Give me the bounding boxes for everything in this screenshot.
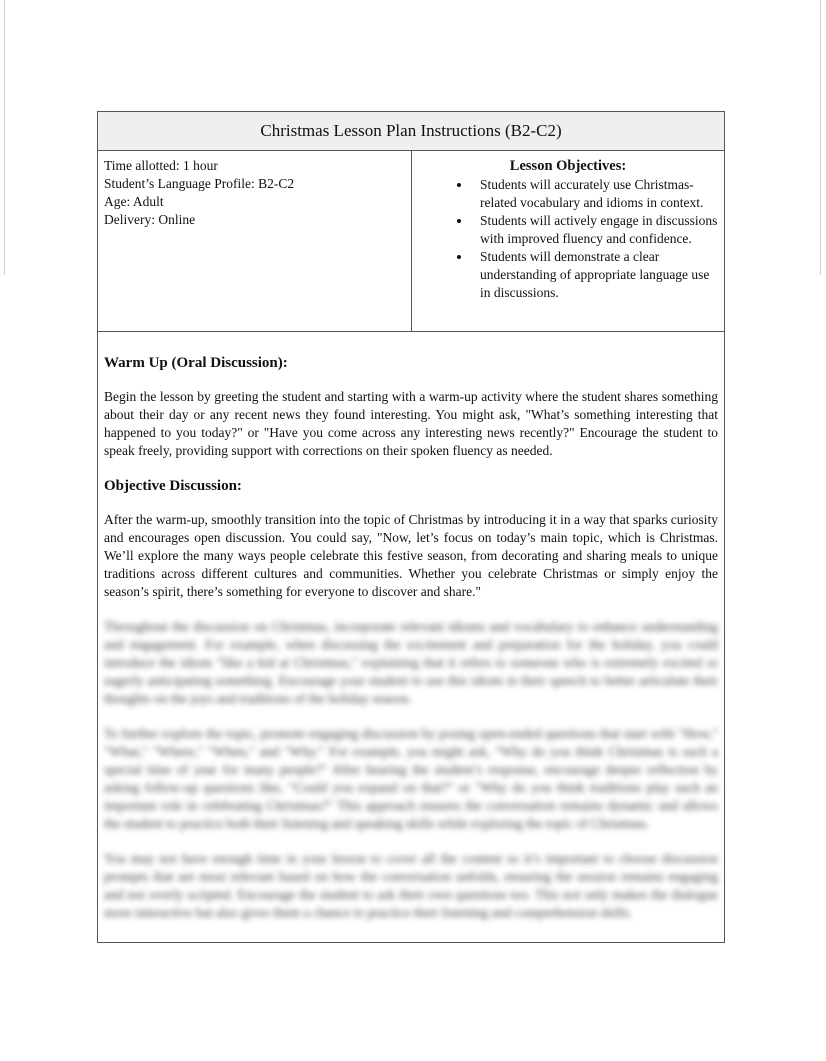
language-profile: Student’s Language Profile: B2-C2 <box>104 176 295 191</box>
delivery-mode: Delivery: Online <box>104 212 196 227</box>
lesson-plan-table <box>97 111 725 943</box>
lesson-body-cell <box>98 332 724 942</box>
objectives-list <box>418 176 718 302</box>
objective-discussion-heading: Objective Discussion: <box>104 478 242 494</box>
page-edge-left <box>4 0 5 275</box>
objective-item: • Students will accurately use Christmas-related vocabulary and idioms in context. <box>472 176 718 212</box>
student-age: Age: Adult <box>104 194 164 209</box>
page-edge-right <box>820 0 821 275</box>
blurred-paragraph: To further explore the topic, promote engaging discussion by posing open-ended questions that start with "How," "What," "Where," "When," and "Why." For example, you might ask, "Why do you think Christmas is such a special time of year for many people?" After hearing the student’s response, encourage deeper reflection by asking follow-up questions like, "Could you expand on that?" or "Why do you think traditions play such an important role in celebrating Christmas?" This approach ensures the conversation remains dynamic and allows the student to practice both their listening and speaking skills while exploring the topic of Christmas. <box>104 726 718 831</box>
objective-item: • Students will demonstrate a clear understanding of appropriate language use in discussions. <box>472 248 718 302</box>
lesson-info-cell <box>98 150 412 332</box>
blurred-content <box>104 618 718 922</box>
warmup-heading: Warm Up (Oral Discussion): <box>104 355 288 371</box>
blurred-paragraph: You may not have enough time in your lesson to cover all the content so it’s important to choose discussion prompts that are most relevant based on how the conversation unfolds, ensuring the session remains engaging and not overly scripted. Encourage the student to ask their own questions too. This not only makes the dialogue more interactive but also gives them a chance to practice their listening and comprehension skills. <box>104 851 718 920</box>
warmup-paragraph: Begin the lesson by greeting the student and starting with a warm-up activity where the student shares something about their day or any recent news they found interesting. You might ask, "What’s something interesting that happened to you today?" or "Have you come across any interesting news recently?" Encourage the student to speak freely, providing support with corrections on their spoken fluency as needed. <box>104 389 718 458</box>
blurred-paragraph: Throughout the discussion on Christmas, incorporate relevant idioms and vocabulary to enhance understanding and engagement. For example, when discussing the excitement and preparation for the holiday, you could introduce the idiom "like a kid at Christmas," explaining that it refers to someone who is extremely excited or eagerly anticipating something. Encourage your student to use this idiom in their speech to better articulate their thoughts on the joys and traditions of the holiday season. <box>104 619 718 706</box>
objectives-cell <box>412 150 724 332</box>
objectives-heading: Lesson Objectives: <box>509 158 627 174</box>
objective-item: • Students will actively engage in discussions with improved fluency and confidence. <box>472 212 718 248</box>
time-allotted: Time allotted: 1 hour <box>104 158 218 173</box>
document-title: Christmas Lesson Plan Instructions (B2-C2) <box>98 112 724 151</box>
objective-discussion-paragraph: After the warm-up, smoothly transition into the topic of Christmas by introducing it in a way that sparks curiosity and encourages open discussion. You could say, "Now, let’s focus on today’s main topic, which is Christmas. We’ll explore the many ways people celebrate this festive season, from decorating and sharing meals to unique traditions across different cultures and communities. Whether you celebrate Christmas or simply enjoy the season’s spirit, there’s something for everyone to discover and share." <box>104 512 718 599</box>
